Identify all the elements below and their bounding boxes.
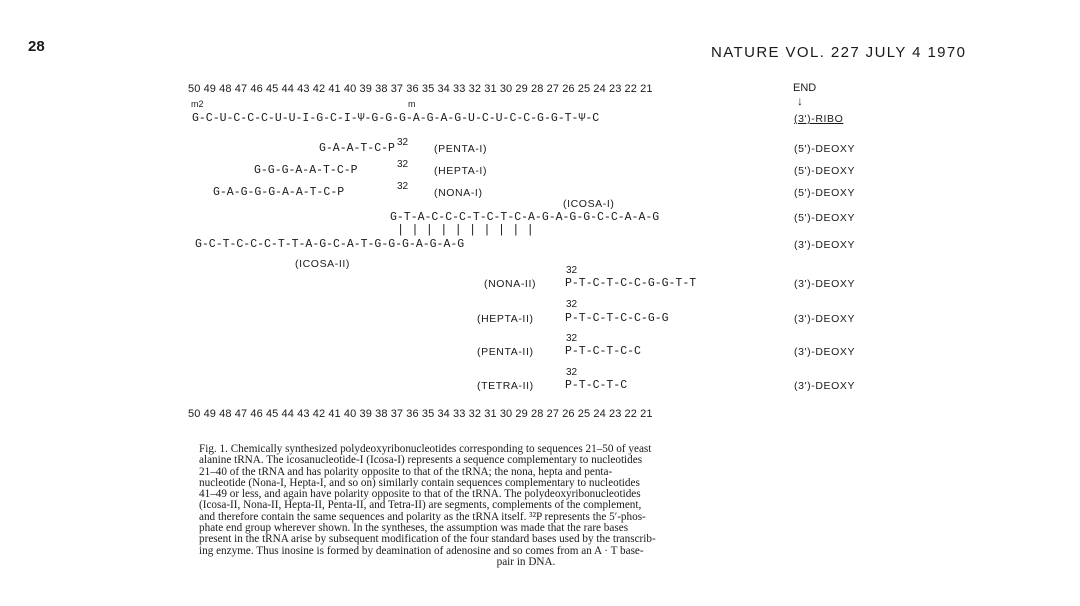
caption-line: 41–49 or less, and again have polarity opposite to that of the tRNA. The polydeoxyribonucleotides <box>199 488 641 501</box>
penta-i-sequence: G-A-A-T-C-P <box>319 142 395 155</box>
modification-m: m <box>408 99 416 109</box>
trna-end-label: (3')-RIBO <box>794 113 844 125</box>
penta-i-end-label: (5')-DEOXY <box>794 143 856 155</box>
penta-ii-end-label: (3')-DEOXY <box>794 346 856 358</box>
caption-line: phate end group wherever shown. In the syntheses, the assumption was made that the rare bases <box>199 522 629 535</box>
caption-last-line: pair in DNA. <box>496 555 556 568</box>
hepta-i-superscript: 32 <box>397 159 409 170</box>
nona-i-superscript: 32 <box>397 181 409 192</box>
position-numbers-top: 50 49 48 47 46 45 44 43 42 41 40 39 38 37 36 35 34 33 32 31 30 29 28 27 26 25 24 23 22 21 <box>188 83 653 95</box>
penta-i-label: (PENTA-I) <box>434 143 488 155</box>
caption-line: (Icosa-II, Nona-II, Hepta-II, Penta-II, and Tetra-II) are segments, complements of the complement, <box>199 499 642 512</box>
hepta-i-end-label: (5')-DEOXY <box>794 165 856 177</box>
icosa-ii-end-label: (3')-DEOXY <box>794 239 856 251</box>
tetra-ii-sequence: P-T-C-T-C <box>565 379 628 392</box>
nona-ii-sequence: P-T-C-T-C-C-G-G-T-T <box>565 277 697 290</box>
icosa-i-label: (ICOSA-I) <box>563 198 615 210</box>
caption-line: alanine tRNA. The icosanucleotide-I (Icosa-I) represents a sequence complementary to nucleotides <box>199 454 643 467</box>
tetra-ii-end-label: (3')-DEOXY <box>794 380 856 392</box>
penta-ii-superscript: 32 <box>566 333 578 344</box>
caption-line: and therefore contain the same sequences and polarity as the tRNA itself. ³²P represents the 5′-phos- <box>199 510 646 523</box>
nona-i-end-label: (5')-DEOXY <box>794 187 856 199</box>
caption-line: Fig. 1. Chemically synthesized polydeoxyribonucleotides corresponding to sequences 21–50 of yeast <box>199 443 652 455</box>
caption-line: 21–40 of the tRNA and has polarity opposite to that of the tRNA; the nona, hepta and penta- <box>199 465 613 478</box>
hepta-ii-superscript: 32 <box>566 299 578 310</box>
nona-i-sequence: G-A-G-G-G-A-A-T-C-P <box>213 186 345 199</box>
hepta-ii-label: (HEPTA-II) <box>477 313 534 325</box>
figure-caption <box>199 444 853 568</box>
caption-line: nucleotide (Nona-I, Hepta-I, and so on) similarly contain sequences complementary to nucleotides <box>199 476 640 489</box>
penta-ii-sequence: P-T-C-T-C-C <box>565 345 641 358</box>
caption-line: present in the tRNA arise by subsequent modification of the four standard bases used by the transcrib- <box>199 533 656 546</box>
end-arrow-icon: ↓ <box>797 94 803 108</box>
icosa-ii-sequence: G-C-T-C-C-C-T-T-A-G-C-A-T-G-G-G-A-G-A-G <box>195 238 465 251</box>
end-label: END <box>793 82 817 94</box>
icosa-ii-label: (ICOSA-II) <box>295 258 350 270</box>
hepta-i-sequence: G-G-G-A-A-T-C-P <box>254 164 358 177</box>
icosa-i-end-label: (5')-DEOXY <box>794 212 856 224</box>
caption-line: ing enzyme. Thus inosine is formed by deamination of adenosine and so comes from an A · T base- <box>199 544 644 557</box>
hepta-i-label: (HEPTA-I) <box>434 165 488 177</box>
journal-header: NATURE VOL. 227 JULY 4 1970 <box>711 44 967 61</box>
base-pair-bars: | | | | | | | | | | <box>397 223 534 237</box>
trna-sequence: G-C-U-C-C-C-U-U-I-G-C-I-Ψ-G-G-G-A-G-A-G-U-C-U-C-C-G-G-T-Ψ-C <box>192 112 600 125</box>
icosa-i-sequence: G-T-A-C-C-C-T-C-T-C-A-G-A-G-G-C-C-A-A-G <box>390 211 660 224</box>
nona-ii-end-label: (3')-DEOXY <box>794 278 856 290</box>
page-number: 28 <box>28 38 45 55</box>
nona-i-label: (NONA-I) <box>434 187 483 199</box>
nona-ii-superscript: 32 <box>566 265 578 276</box>
penta-ii-label: (PENTA-II) <box>477 346 534 358</box>
nona-ii-label: (NONA-II) <box>484 278 537 290</box>
penta-i-superscript: 32 <box>397 137 409 148</box>
tetra-ii-superscript: 32 <box>566 367 578 378</box>
tetra-ii-label: (TETRA-II) <box>477 380 534 392</box>
hepta-ii-end-label: (3')-DEOXY <box>794 313 856 325</box>
modification-m2: m2 <box>191 99 204 109</box>
position-numbers-bottom: 50 49 48 47 46 45 44 43 42 41 40 39 38 37 36 35 34 33 32 31 30 29 28 27 26 25 24 23 22 21 <box>188 408 653 420</box>
hepta-ii-sequence: P-T-C-T-C-C-G-G <box>565 312 669 325</box>
